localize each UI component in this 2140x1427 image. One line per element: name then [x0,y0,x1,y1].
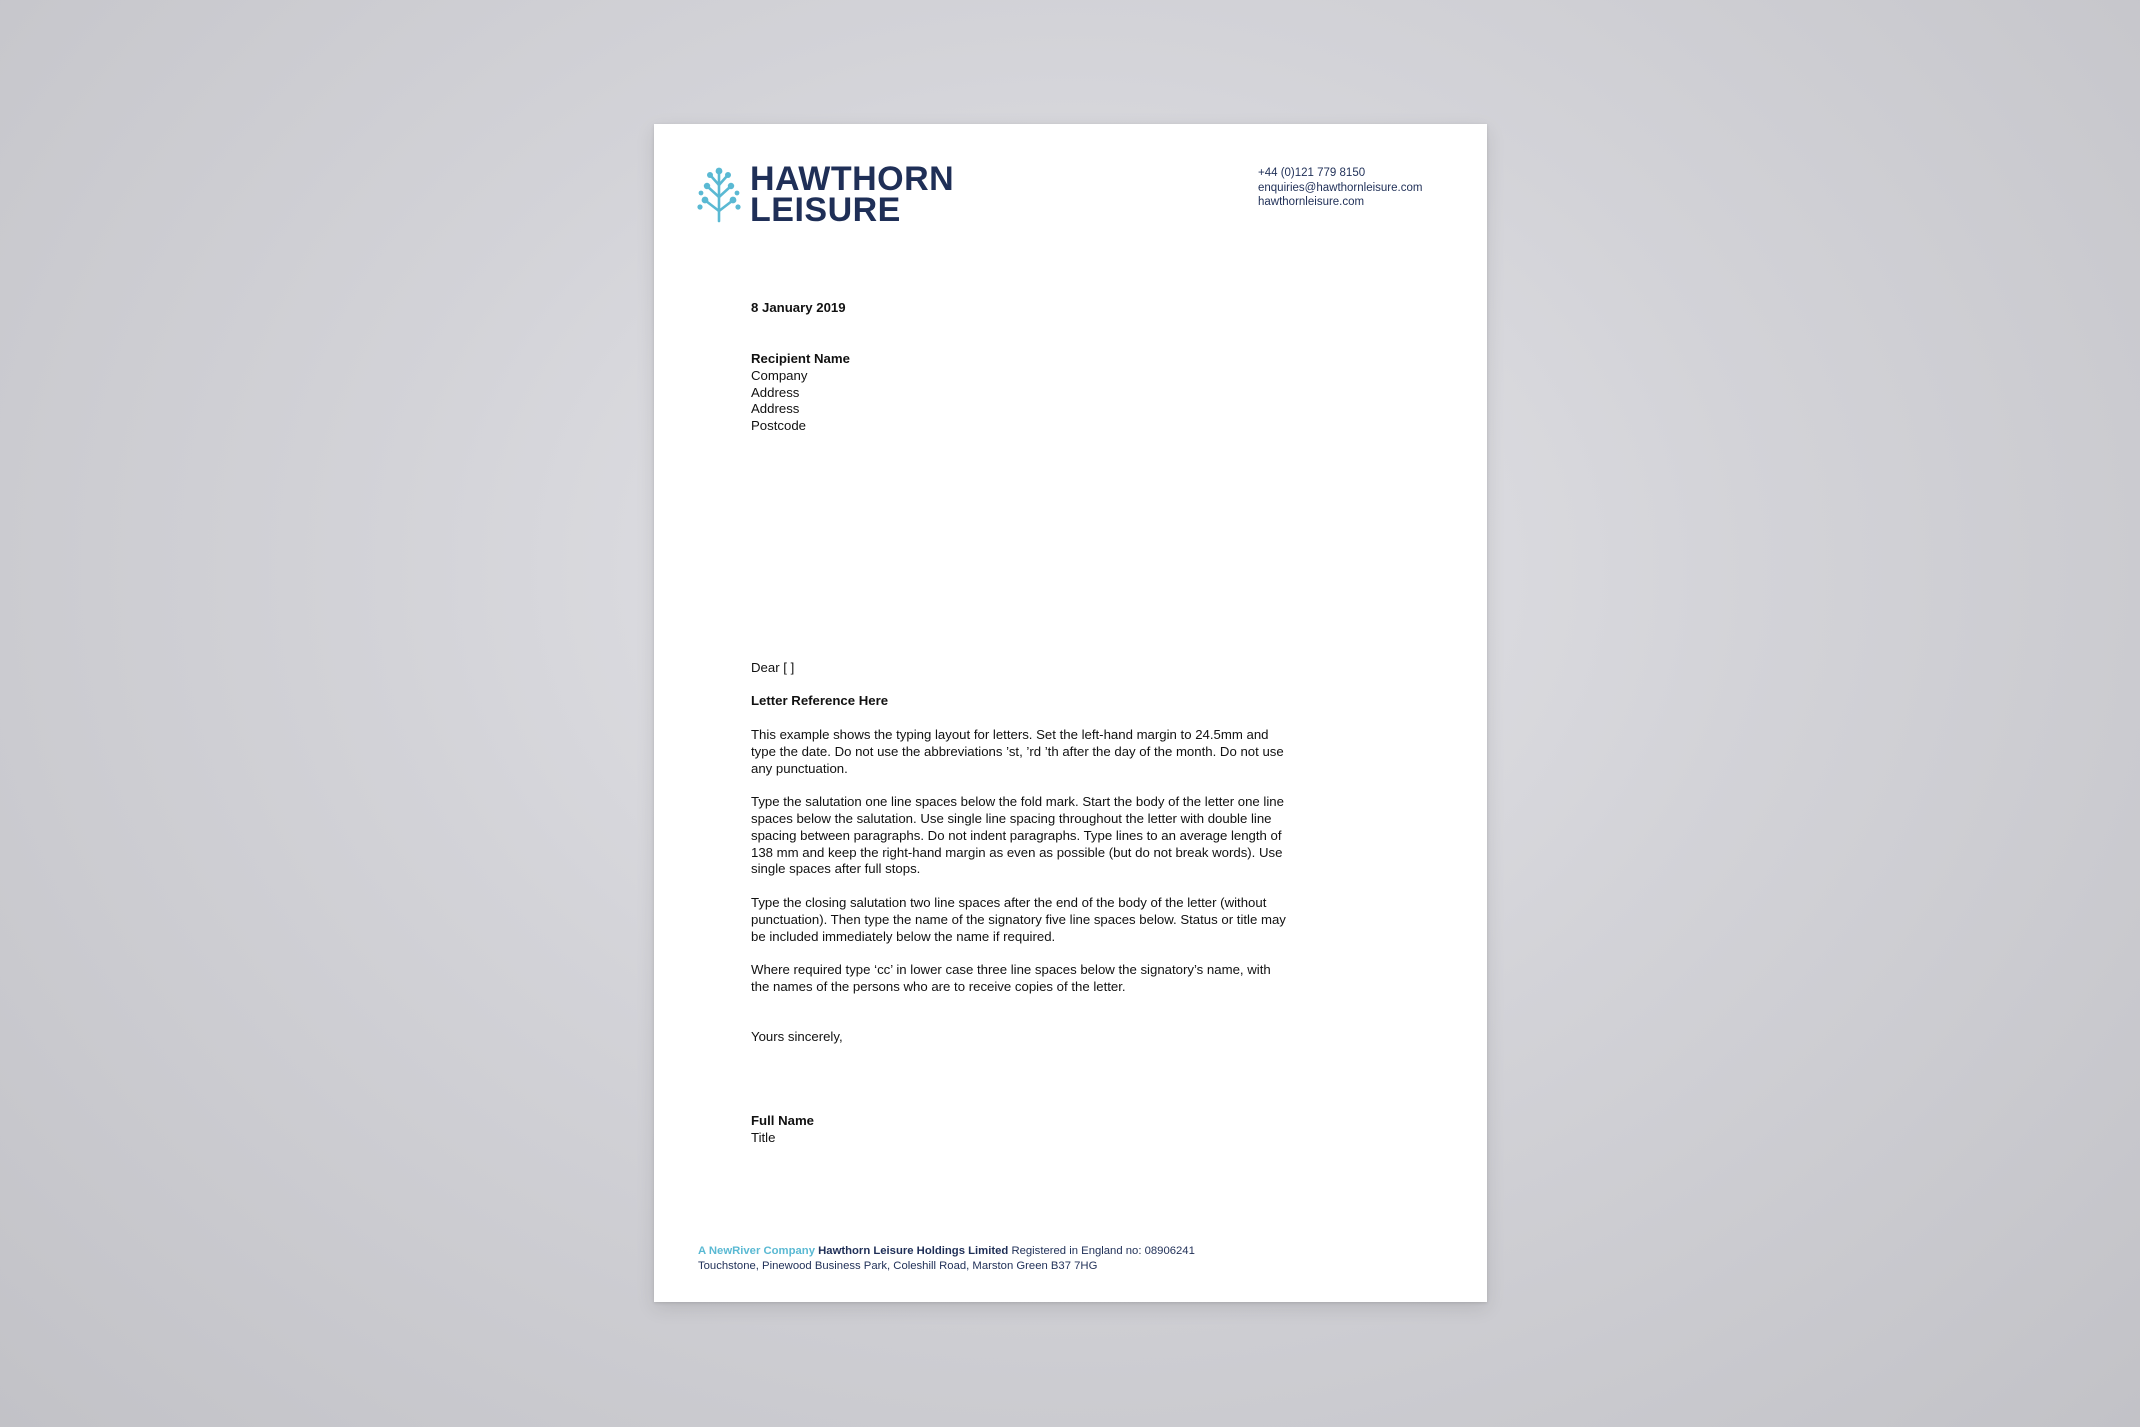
company-logo [696,160,955,229]
footer-address: Touchstone, Pinewood Business Park, Coleshill Road, Marston Green B37 7HG [698,1259,1098,1272]
paragraph: This example shows the typing layout for letters. Set the left-hand margin to 24.5mm and type the date. Do not use the abbreviations ’st, ’rd ’th after the day of the month. Do not use any punctuation. [751,727,1284,776]
body-paragraphs [751,727,1291,1013]
signatory-title: Title [751,1129,776,1145]
recipient-block [751,351,850,435]
recipient-name: Recipient Name [751,351,850,366]
legal-name: Hawthorn Leisure Holdings Limited [818,1245,1009,1257]
letter-date: 8 January 2019 [751,300,846,315]
logo-line-1: HAWTHORN [750,160,955,198]
paragraph: Type the salutation one line spaces below the fold mark. Start the body of the letter one line spaces below the salutation. Use single line spacing throughout the letter with double line spacing between paragraphs. Do not indent paragraphs. Type lines to an average length of 138 mm and keep the right-hand margin as even as possible (but do not break words). Use single spaces after full stops. [751,794,1284,877]
contact-details [1258,166,1422,210]
contact-website: hawthornleisure.com [1258,196,1365,208]
parent-company: A NewRiver Company [698,1245,815,1257]
paragraph: Type the closing salutation two line spaces after the end of the body of the letter (without punctuation). Then type the name of the signatory five line spaces below. Status or title may be included immediately below the name if required. [751,894,1286,944]
contact-phone: +44 (0)121 779 8150 [1258,167,1366,179]
signatory-name: Full Name [751,1113,815,1128]
tree-icon [696,167,742,223]
footer-line-1 [698,1244,1195,1259]
contact-email: enquiries@hawthornleisure.com [1258,181,1423,194]
recipient-postcode: Postcode [751,418,806,434]
letter-footer [698,1244,1195,1273]
closing-salutation: Yours sincerely, [751,1029,843,1044]
signatory-block [751,1113,814,1147]
letter-reference: Letter Reference Here [751,693,889,708]
paragraph: Where required type ‘cc’ in lower case three line spaces below the signatory’s name, with the names of the persons who are to receive copies of the letter. [751,962,1271,994]
letterhead-page [654,124,1487,1302]
logo-line-2: LEISURE [750,191,901,229]
recipient-address-2: Address [751,401,800,417]
salutation: Dear [ ] [751,660,795,675]
registration: Registered in England no: 08906241 [1011,1245,1195,1257]
recipient-company: Company [751,367,808,383]
logo-wordmark [750,160,955,229]
recipient-address-1: Address [751,384,800,400]
